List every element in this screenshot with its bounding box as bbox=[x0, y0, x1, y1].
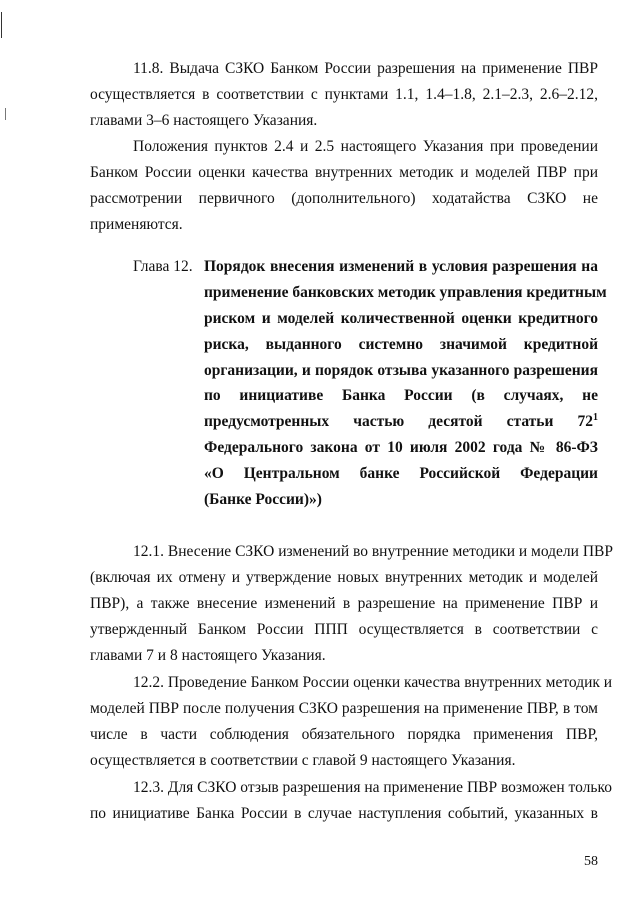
paragraph-12-2 bbox=[90, 670, 613, 774]
title-line: риска, выданного системно значимой кредитной bbox=[204, 335, 598, 353]
title-line: по инициативе Банка России (в случаях, не bbox=[204, 387, 598, 405]
text-line: Положения пунктов 2.4 и 2.5 настоящего Указания при проведении bbox=[133, 138, 598, 155]
text-line: главами 3–6 настоящего Указания. bbox=[90, 112, 318, 129]
paragraph-11-8 bbox=[90, 56, 598, 134]
text-line: утвержденный Банком России ППП осуществляется в соответствии с bbox=[90, 621, 598, 638]
text-line: моделей ПВР после получения СЗКО разрешения на применение ПВР, в том bbox=[90, 700, 598, 717]
text-line: рассмотрении первичного (дополнительного) ходатайства СЗКО не bbox=[90, 190, 598, 207]
title-line: организации, и порядок отзыва указанного разрешения bbox=[204, 361, 598, 379]
chapter-label: Глава 12. bbox=[133, 258, 193, 275]
text-line: по инициативе Банка России в случае наступления событий, указанных в bbox=[90, 805, 598, 822]
text-line: 12.3. Для СЗКО отзыв разрешения на применение ПВР возможен только bbox=[133, 779, 612, 796]
text-line: осуществляется в соответствии с пунктами 1.1, 1.4–1.8, 2.1–2.3, 2.6–2.12, bbox=[90, 86, 598, 103]
title-line: риском и моделей количественной оценки кредитного bbox=[204, 309, 598, 327]
text-line: 12.1. Внесение СЗКО изменений во внутренние методики и модели ПВР bbox=[133, 543, 613, 560]
chapter-title bbox=[204, 254, 607, 513]
page-number: 58 bbox=[584, 854, 598, 869]
text-line: ПВР), а также внесение изменений в разрешение на применение ПВР и bbox=[90, 595, 598, 612]
title-line: (Банке России)») bbox=[204, 491, 322, 509]
text-line: главами 7 и 8 настоящего Указания. bbox=[90, 647, 326, 664]
text-line: применяются. bbox=[90, 216, 183, 233]
title-line: применение банковских методик управления кредитным bbox=[204, 283, 607, 301]
title-line: «О Центральном банке Российской Федерации bbox=[204, 465, 598, 483]
paragraph-positions bbox=[90, 134, 598, 238]
title-line: Федерального закона от 10 июля 2002 года № 86-ФЗ bbox=[204, 439, 598, 457]
text-line: числе в части соблюдения обязательного порядка применения ПВР, bbox=[90, 726, 598, 743]
text-line: осуществляется в соответствии с главой 9 настоящего Указания. bbox=[90, 752, 516, 769]
scan-edge-mark bbox=[1, 12, 2, 38]
paragraph-12-1 bbox=[90, 539, 613, 669]
superscript-1: 1 bbox=[593, 412, 598, 424]
text-line: 12.2. Проведение Банком России оценки качества внутренних методик и bbox=[133, 674, 613, 691]
text-line: (включая их отмену и утверждение новых внутренних методик и моделей bbox=[90, 569, 598, 586]
text-line: Банком России оценки качества внутренних методик и моделей ПВР при bbox=[90, 164, 598, 181]
text-line: 11.8. Выдача СЗКО Банком России разрешения на применение ПВР bbox=[133, 60, 598, 77]
paragraph-12-3 bbox=[90, 775, 612, 827]
title-line-text: предусмотренных частью десятой статьи 72 bbox=[204, 413, 593, 431]
title-line-with-footnote bbox=[204, 409, 598, 435]
title-line: Порядок внесения изменений в условия разрешения на bbox=[204, 258, 598, 275]
scan-margin-mark bbox=[5, 108, 6, 120]
